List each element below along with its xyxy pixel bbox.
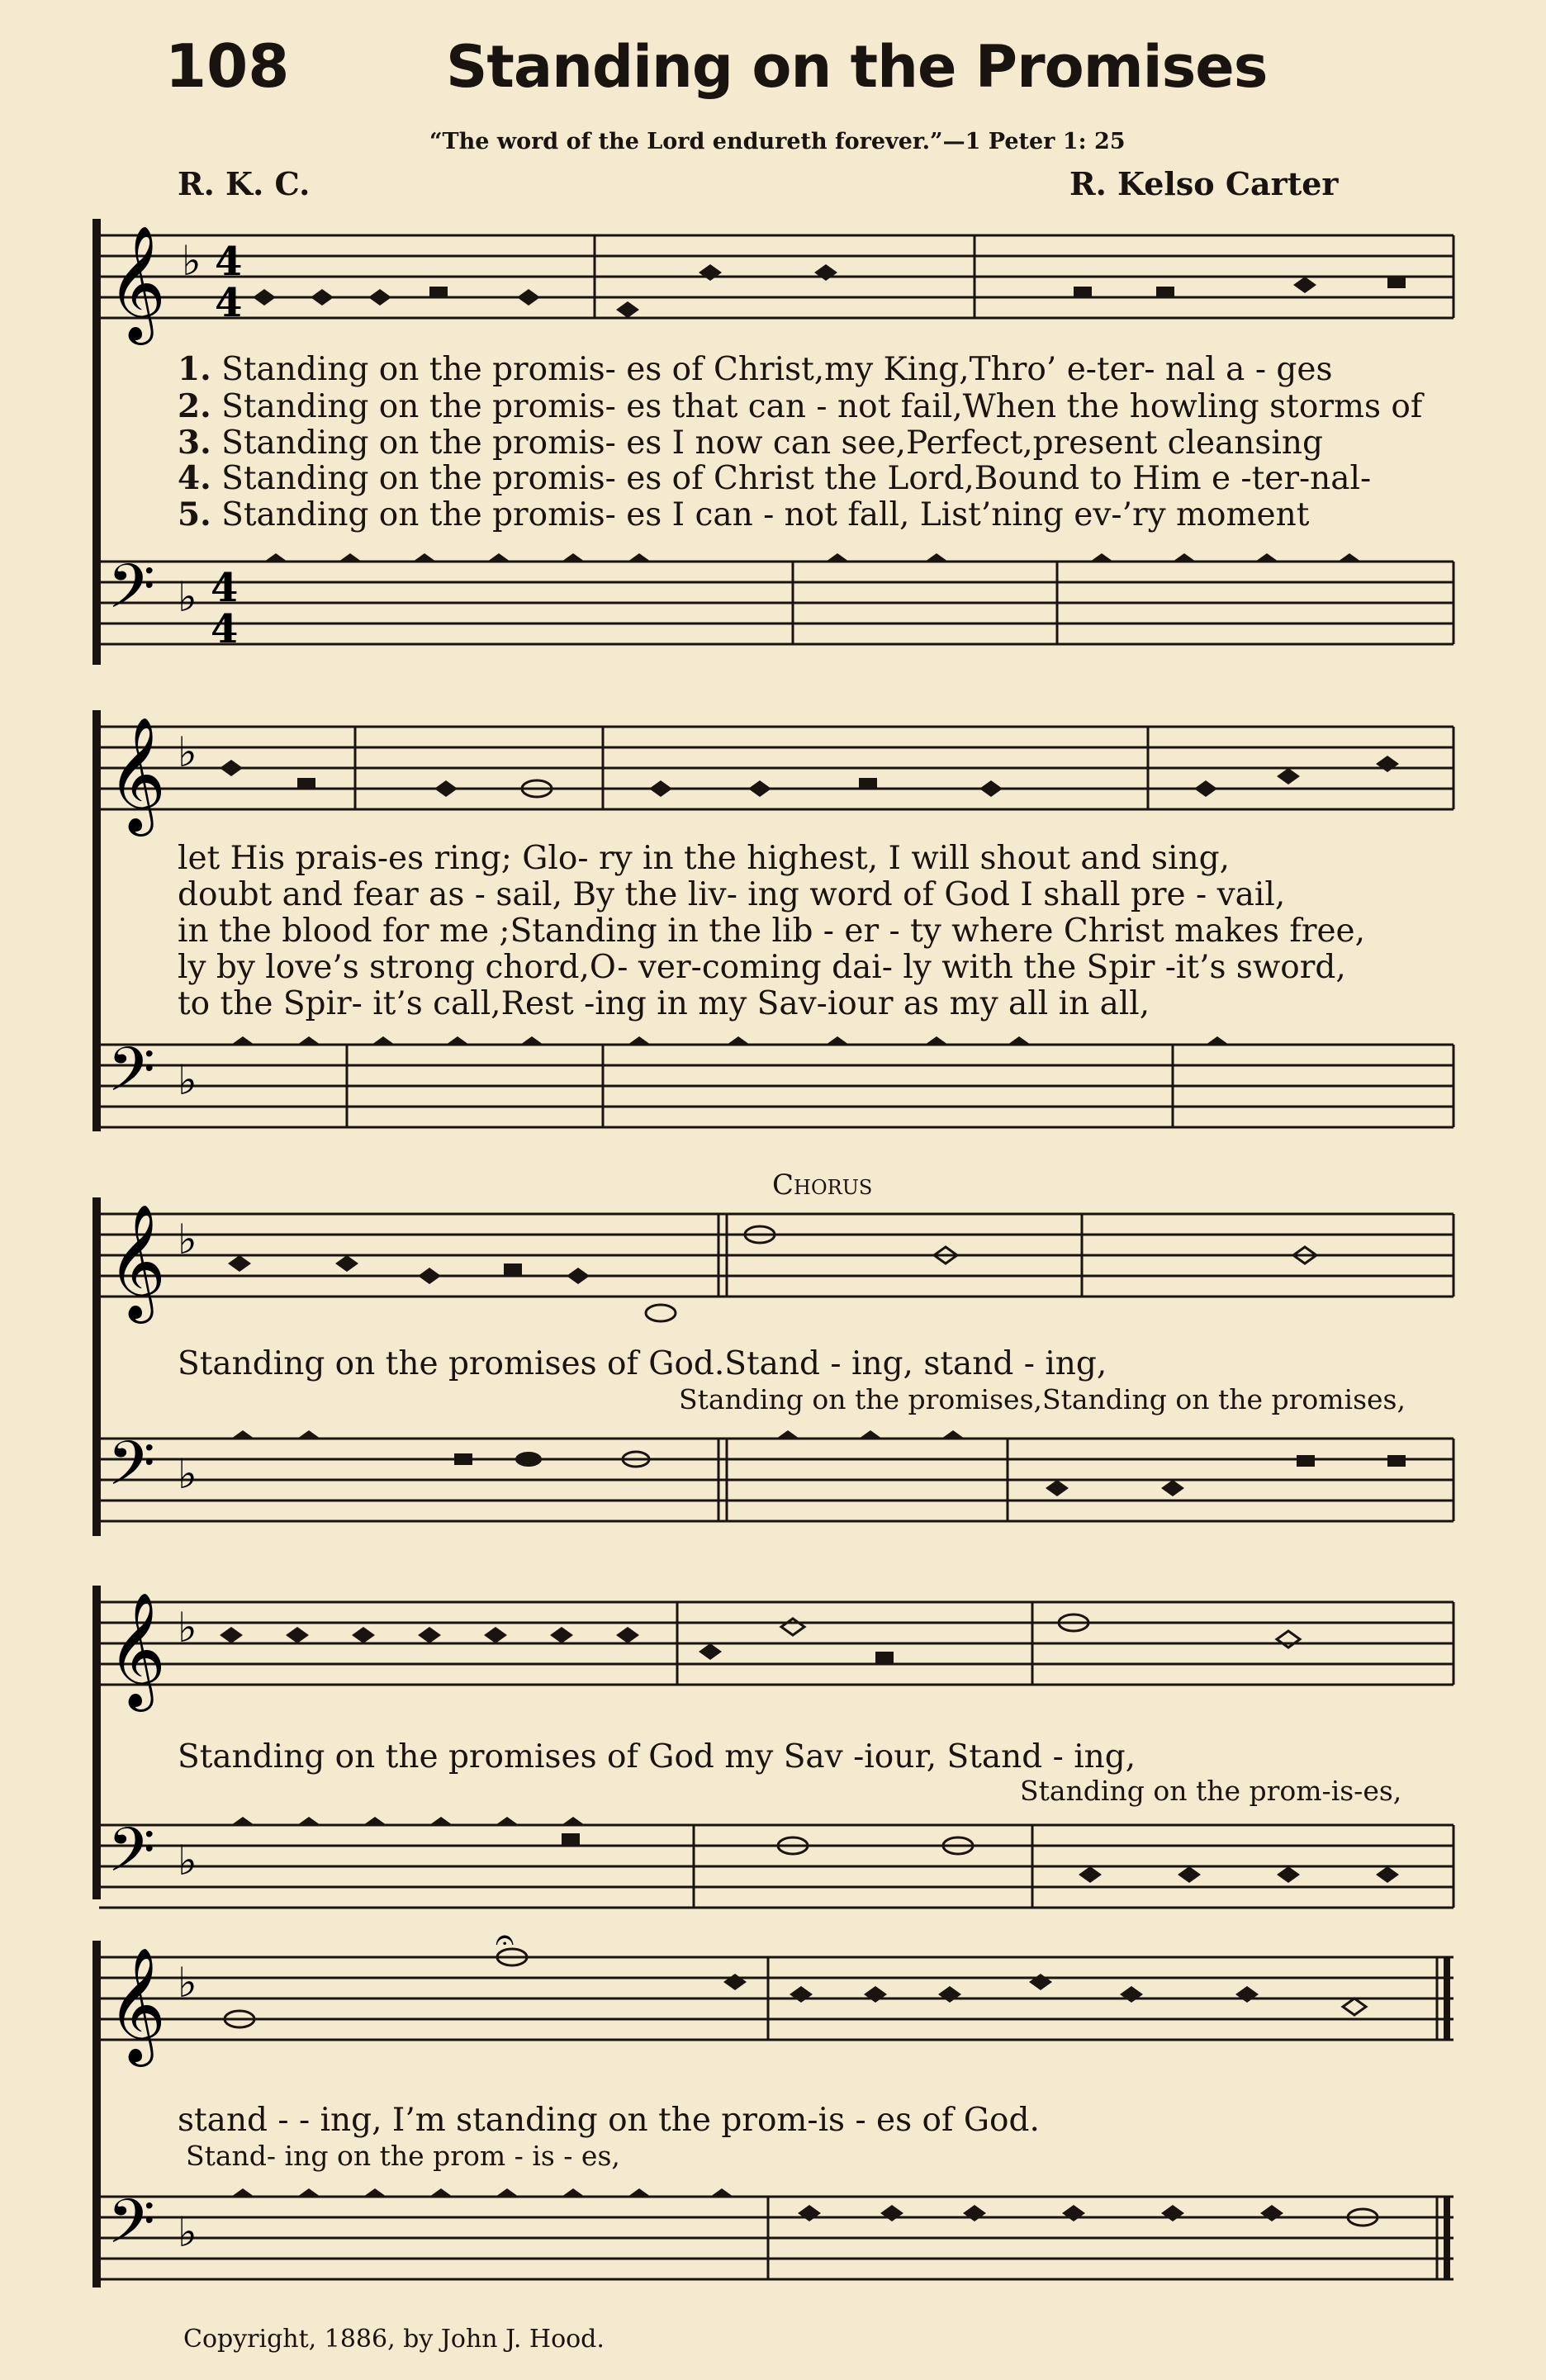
svg-text:4: 4 — [211, 606, 239, 652]
verse-3-line-a — [178, 424, 1323, 462]
copyright-notice: Copyright, 1886, by John J. Hood. — [183, 2325, 605, 2354]
verse-5-line-a — [178, 495, 1310, 533]
bass-clef-icon: 𝄢 — [107, 1034, 155, 1121]
svg-text:♭: ♭ — [178, 1449, 197, 1498]
treble-clef-icon: 𝄞 — [107, 1204, 166, 1319]
treble-staff-lines — [99, 1586, 1454, 1726]
bass-staff-lines — [99, 545, 1454, 669]
verse-number: 2. — [178, 387, 211, 425]
bass-staff — [99, 2180, 1454, 2304]
svg-text:♭: ♭ — [178, 1603, 197, 1652]
svg-text:♭: ♭ — [178, 572, 197, 621]
verse-2-line-b: doubt and fear as - sail, By the liv- ing word of God I shall pre - vail, — [178, 876, 1286, 913]
verse-number: 5. — [178, 495, 211, 533]
bass-clef-icon: 𝄢 — [107, 1428, 155, 1515]
svg-text:♭: ♭ — [182, 236, 202, 285]
bass-staff-lines — [99, 2180, 1454, 2304]
svg-text:4: 4 — [215, 239, 243, 285]
treble-staff — [99, 1197, 1454, 1338]
bass-clef-icon: 𝄢 — [107, 2186, 155, 2273]
svg-text:♭: ♭ — [178, 1055, 197, 1104]
treble-clef-icon: 𝄞 — [107, 717, 166, 832]
chorus-line-3-bass: Stand- ing on the prom - is - es, — [186, 2140, 620, 2172]
chorus-line-2-bass: Standing on the prom-is-es, — [1020, 1775, 1402, 1807]
bass-staff-lines — [99, 1028, 1454, 1152]
bass-staff — [99, 1028, 1454, 1152]
verse-number: 4. — [178, 459, 211, 497]
chorus-line-1: Standing on the promises of God.Stand - ing, stand - ing, — [178, 1345, 1107, 1382]
treble-staff — [99, 1921, 1454, 2081]
bass-clef-icon: 𝄢 — [107, 551, 155, 638]
scripture-epigraph: “The word of the Lord endureth forever.”—1 Peter 1: 25 — [429, 129, 1126, 154]
treble-clef-icon: 𝄞 — [107, 1947, 166, 2062]
treble-staff-lines — [99, 219, 1454, 343]
svg-text:♭: ♭ — [178, 1836, 197, 1885]
composer-credit: R. Kelso Carter — [1069, 165, 1339, 202]
verse-text: Standing on the promis- es of Christ,my King,Thro’ e-ter- nal a - ges — [221, 351, 1333, 388]
svg-text:4: 4 — [215, 280, 243, 326]
verse-4-line-a — [178, 459, 1372, 497]
treble-staff-lines — [99, 1921, 1454, 2081]
bass-clef-icon: 𝄢 — [107, 1814, 155, 1901]
verse-number: 3. — [178, 424, 211, 462]
svg-text:♭: ♭ — [178, 728, 197, 776]
verse-1-line-b: let His prais-es ring; Glo- ry in the highest, I will shout and sing, — [178, 840, 1231, 877]
treble-staff — [99, 219, 1454, 343]
chorus-line-1-bass: Standing on the promises,Standing on the promises, — [679, 1383, 1406, 1415]
treble-clef-icon: 𝄞 — [107, 225, 166, 340]
treble-staff — [99, 710, 1454, 834]
verse-text: Standing on the promis- es of Christ the Lord,Bound to Him e -ter-nal- — [221, 460, 1372, 497]
bass-staff — [99, 1422, 1454, 1546]
treble-staff — [99, 1586, 1454, 1726]
svg-text:♭: ♭ — [178, 1215, 197, 1263]
bass-staff — [99, 1809, 1454, 1932]
verse-3-line-b: in the blood for me ;Standing in the lib - er - ty where Christ makes free, — [178, 913, 1366, 950]
chorus-line-3: stand - - ing, I’m standing on the prom-is - es of God. — [178, 2102, 1040, 2139]
treble-clef-icon: 𝄞 — [107, 1592, 166, 1707]
chorus-label: Chorus — [772, 1169, 873, 1202]
verse-5-line-b: to the Spir- it’s call,Rest -ing in my Sav-iour as my all in all, — [178, 985, 1150, 1022]
verse-text: Standing on the promis- es that can - not fail,When the howling storms of — [221, 388, 1423, 425]
svg-text:4: 4 — [211, 565, 239, 611]
bass-staff-lines — [99, 1422, 1454, 1546]
bass-staff — [99, 545, 1454, 669]
treble-staff-lines — [99, 710, 1454, 834]
svg-text:♭: ♭ — [178, 2207, 197, 2256]
bass-staff-lines — [99, 1809, 1454, 1932]
fermata-icon: 𝄐 — [496, 1921, 515, 1959]
verse-number: 1. — [178, 350, 211, 388]
treble-staff-lines — [99, 1197, 1454, 1338]
chorus-line-2: Standing on the promises of God my Sav -iour, Stand - ing, — [178, 1738, 1136, 1776]
verse-text: Standing on the promis- es I now can see,Perfect,present cleansing — [221, 424, 1323, 462]
verse-1-line-a — [178, 350, 1333, 388]
hymn-title: Standing on the Promises — [446, 33, 1268, 101]
svg-text:♭: ♭ — [178, 1958, 197, 2007]
verse-text: Standing on the promis- es I can - not fall, List’ning ev-’ry moment — [221, 496, 1310, 533]
verse-2-line-a — [178, 387, 1423, 425]
verse-4-line-b: ly by love’s strong chord,O- ver-coming dai- ly with the Spir -it’s sword, — [178, 949, 1346, 986]
page-number: 108 — [165, 31, 290, 101]
lyricist-credit: R. K. C. — [178, 165, 311, 202]
